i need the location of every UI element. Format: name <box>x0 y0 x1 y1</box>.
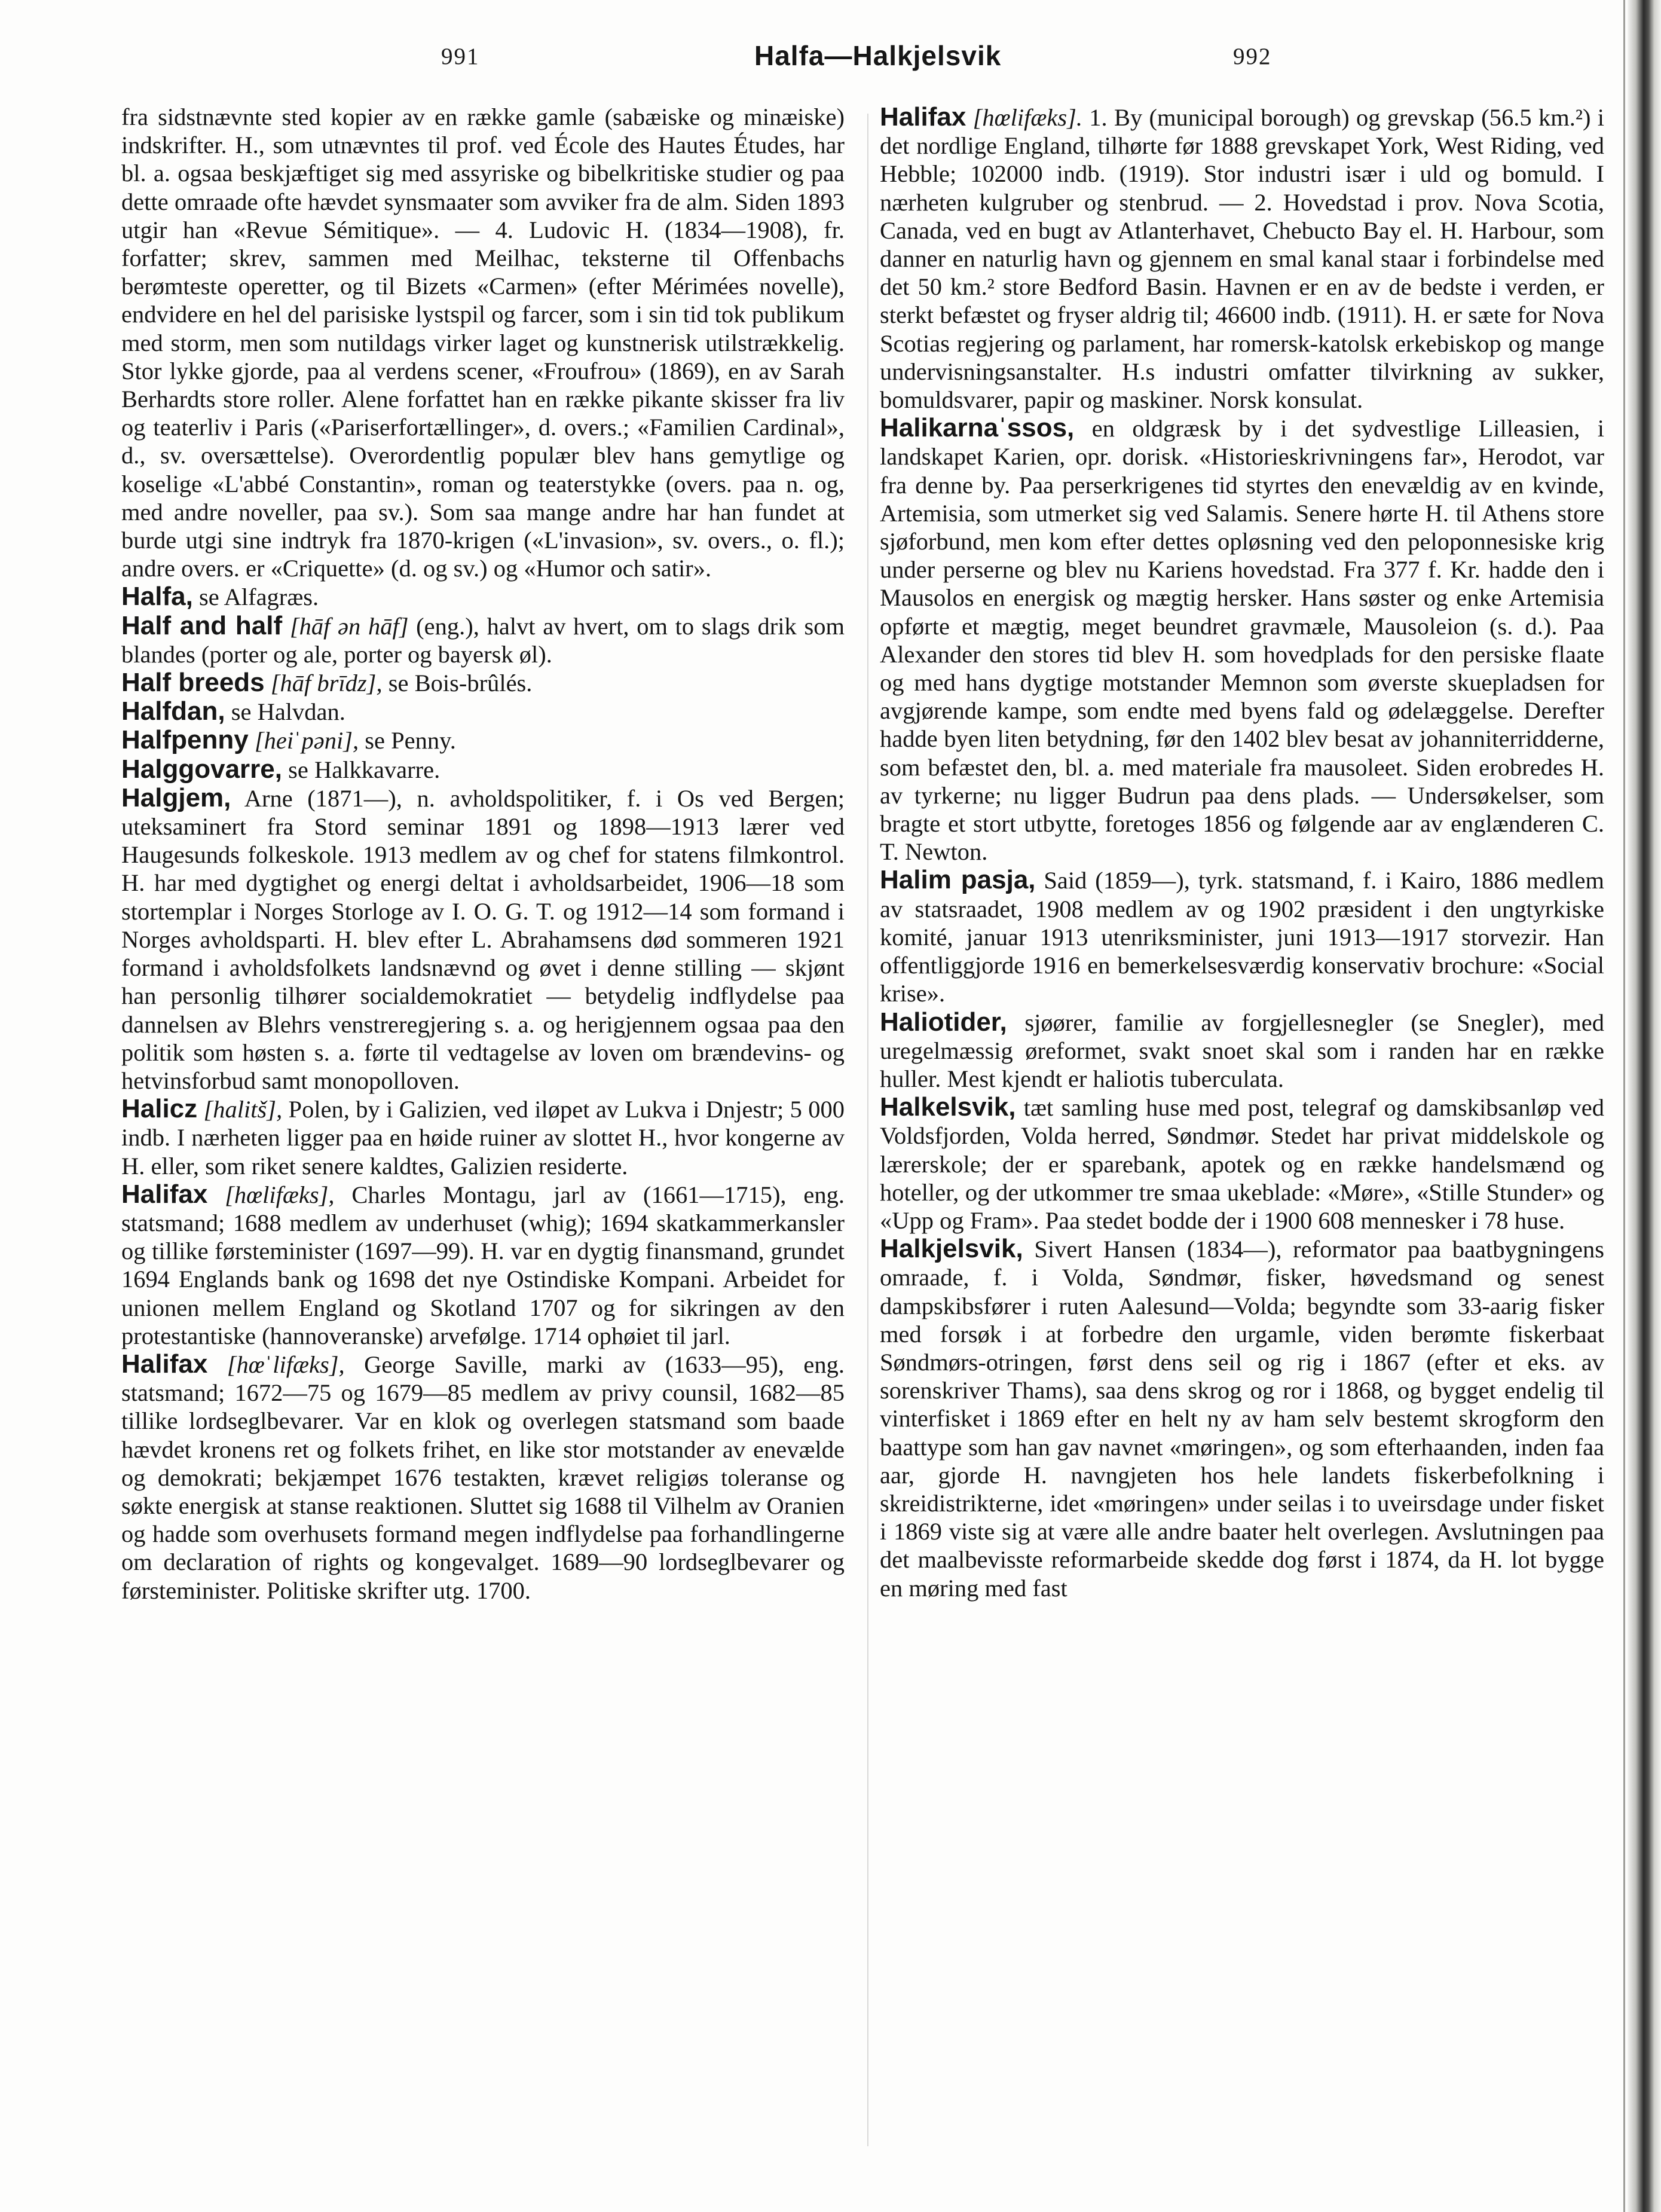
headword: Halfpenny <box>121 725 249 755</box>
pronunciation: [hāf ən hāf] <box>282 612 409 640</box>
entry-halicz <box>121 1095 845 1180</box>
entry-text: se Halkkavarre. <box>282 756 441 783</box>
headword: Halim pasja, <box>880 865 1036 895</box>
entry-text: Arne (1871—), n. avholdspolitiker, f. i Os ved Bergen; uteksaminert fra Stord seminar 1891 og 1898—1913 lærer ved Haugesunds folkeskole. 1913 medlem av og chef for statens filmkontrol. H. har med dygtighet og energi deltat i avholdsarbeidet, 1906—18 som stortemplar i Norges Storloge av I. O. G. T. og 1912—14 som formand i Norges avholdsparti. H. blev efter L. Abrahamsens død sommeren 1921 formand i avholdsfolkets landsnævnd og øvet i denne stilling — skjønt han personlig tilhører socialdemokratiet — betydelig indflydelse paa dannelsen av Blehrs venstreregjering s. a. og herigjennem ogsaa paa den politik som høsten s. a. førte til vedtagelse av loven om brændevins- og hetvinsforbud samt monopolloven. <box>121 784 845 1094</box>
entry-text: Said (1859—), tyrk. statsmand, f. i Kairo, 1886 medlem av statsraadet, 1908 medlem av og 1902 præsident i den ungtyrkiske komité, januar 1913 utenriksminister, juni 1913—1917 storvezir. Han offentliggjorde 1916 en bemerkelsesværdig konservativ brochure: «Social krise». <box>880 867 1605 1007</box>
headword: Halgjem, <box>121 783 231 812</box>
headword: Halikarnaˈssos, <box>880 413 1075 443</box>
pronunciation: [hāf brīdz], <box>264 670 383 697</box>
left-column <box>121 103 845 1605</box>
entry-halggovarre <box>121 755 845 784</box>
entry-half-and-half <box>121 612 845 668</box>
entry-text: se Bois-brûlés. <box>382 670 533 697</box>
pronunciation: [hœlifæks], <box>207 1181 335 1208</box>
entry-halim-pasja <box>880 866 1604 1007</box>
entry-halfdan <box>121 697 845 726</box>
entry-text: en oldgræsk by i det sydvestlige Lilleasien, i landskapet Karien, opr. dorisk. «Historieskrivningens far», Herodot, var fra denne by. Paa perserkrigenes tid styrtes den enevældig av en kvinde, Artemisia, som utmerket sig ved Salamis. Senere hørte H. til Athens store sjøforbund, men kom efter dettes opløsning ved den peloponnesiske krig under perserne og blev nu Kariens hovedstad. Fra 377 f. Kr. hadde den i Mausolos en energisk og mægtig hersker. Hans søster og enke Artemisia opførte et mægtig, meget beundret gravmæle, Mausoleion (s. d.). Paa Alexander den stores tid blev H. som hovedplads for den persiske flaate og med hans dygtige motstander Memnon som øverste skuepladsen for avgjørende kampe, som endte med byens fald og ødelæggelse. Derefter hadde byen liten betydning, før den 1402 blev besat av johanniterridderne, som befæstet den, bl. a. med materiale fra mausoleet. Siden erobredes H. av tyrkerne; nu ligger Budrun paa dens plads. — Undersøkelser, som bragte et stort utbytte, foretoges 1856 og følgende aar av englænderen C. T. Newton. <box>880 415 1604 866</box>
headword: Halfdan, <box>121 696 225 726</box>
entry-half-breeds <box>121 668 845 697</box>
entry-text: (eng.), halvt av hvert, om to slags drik som blandes (porter og ale, porter og bayersk øl). <box>121 612 845 668</box>
headword: Halfa, <box>121 582 193 612</box>
entry-halifax-town <box>880 103 1604 414</box>
entry-text: 1. By (municipal borough) og grevskap (56.5 km.²) i det nordlige England, tilhørte før 1888 grevskapet York, West Riding, ved Hebble; 102000 indb. (1919). Stor industri især i uld og bomuld. I nærheten kulgruber og stenbrud. — 2. Hovedstad i prov. Nova Scotia, Canada, ved en bugt av Atlanterhavet, Chebucto Bay el. H. Harbour, som danner en naturlig havn og gjennem en smal kanal staar i forbindelse med det 50 km.² store Bedford Basin. Havnen er en av de bedste i verden, er sterkt befæstet og fryser aldrig til; 46600 indb. (1911). H. er sæte for Nova Scotias regjering og parlament, har romersk-katolsk erkebiskop og mange undervisningsanstalter. H.s industri omfatter tilvirkning av sukker, bomuldsvarer, papir og maskiner. Norsk konsulat. <box>880 104 1604 414</box>
headword: Halicz <box>121 1094 198 1124</box>
entry-text: Polen, by i Galizien, ved iløpet av Lukva i Dnjestr; 5 000 indb. I nærheten ligger paa en høide ruiner av slottet H., hvor kongerne av H. eller, som riket senere kaldtes, Galizien residerte. <box>121 1096 845 1180</box>
entry-text: sjøører, familie av forgjellesnegler (se Snegler), med uregelmæssig øreformet, svakt snoet skal som i randen har en række huller. Mest kjendt er haliotis tuberculata. <box>880 1009 1604 1092</box>
entry-text: se Penny. <box>359 727 456 754</box>
continued-entry: fra sidstnævnte sted kopier av en række gamle (sabæiske og minæiske) indskrifter. H., som utnævntes til prof. ved École des Hautes Études, har bl. a. ogsaa beskjæftiget sig med assyriske og bibelkritiske studier og paa dette omraade ofte hævdet synsmaater som avviker fra de alm. Siden 1893 utgir han «Revue Sémitique». — 4. Ludovic H. (1834—1908), fr. forfatter; skrev, sammen med Meilhac, teksterne til Offenbachs berømteste operetter, og til Bizets «Carmen» (efter Mérimées novelle), endvidere en hel del parisiske lystspil og farcer, som i sin tid tok publikum med storm, men som nutildags virker laget og kunstnerisk utilstrækkelig. Stor lykke gjorde, paa al verdens scener, «Froufrou» (1869), en av Sarah Berhardts store roller. Alene forfattet han en række pikante skisser fra liv og teaterliv i Paris («Pariserfortællinger», d. overs.; «Familien Cardinal», d., sv. oversættelse). Overordentlig populær blev hans gemytlige og koselige «L'abbé Constantin», roman og teaterstykke (overs. paa n. og, med andre noveller, paa sv.). Som saa mange andre har han fundet at burde utgi sine indtryk fra 1870-krigen («L'invasion», sv. overs., o. fl.); andre overs. er «Criquette» (d. og sv.) og «Humor och satir». <box>121 103 845 582</box>
page-edge-line <box>1623 0 1625 2212</box>
entry-halkelsvik <box>880 1093 1604 1235</box>
headword: Halkelsvik, <box>880 1092 1016 1122</box>
entry-text: Charles Montagu, jarl av (1661—1715), eng. statsmand; 1688 medlem av underhuset (whig); 1694 skatkammerkansler og tillike førsteminister (1697—99). H. var en dygtig finansmand, grundet 1694 Englands bank og 1698 det nye Ostindiske Kompani. Arbeidet for unionen mellem England og Skotland 1707 og for sikringen av den protestantiske (hannoveranske) arvefølge. 1714 ophøiet til jarl. <box>121 1181 845 1349</box>
page-number-left: 991 <box>441 44 480 69</box>
right-column <box>880 103 1604 1602</box>
headword: Halifax <box>880 102 966 132</box>
book-binding-edge <box>1628 0 1661 2212</box>
headword: Half breeds <box>121 668 265 698</box>
page-number-right: 992 <box>1233 44 1272 69</box>
headword: Half and half <box>121 610 283 640</box>
headword: Halggovarre, <box>121 754 282 784</box>
column-divider <box>867 114 868 2146</box>
entry-text: tæt samling huse med post, telegraf og damskibsanløp ved Voldsfjorden, Volda herred, Søndmør. Stedet har privat middelskole og lærerskole; der er sparebank, apotek og en række handelsmænd og hoteller, og der utkommer tre smaa ukeblade: «Møre», «Stille Stunder» og «Upp og Fram». Paa stedet bodde der i 1900 608 mennesker i 78 huse. <box>880 1094 1604 1234</box>
pronunciation: [hœlifæks]. <box>966 104 1083 131</box>
entry-text: se Alfagræs. <box>192 583 319 611</box>
entry-text: se Halvdan. <box>225 698 345 726</box>
pronunciation: [heiˈpəni], <box>248 727 359 754</box>
headword: Halkjelsvik, <box>880 1234 1023 1264</box>
entry-halfa <box>121 582 845 611</box>
entry-halifax-george <box>121 1350 845 1605</box>
running-head: Halfa—Halkjelsvik <box>754 40 1002 71</box>
entry-halfpenny <box>121 726 845 754</box>
headword: Halifax <box>121 1349 208 1379</box>
entry-halgjem <box>121 784 845 1095</box>
headword: Haliotider, <box>880 1007 1007 1037</box>
entry-haliotider <box>880 1008 1604 1093</box>
pronunciation: [hœˈlifæks], <box>207 1351 345 1378</box>
pronunciation: [halitš], <box>197 1096 283 1123</box>
page-header <box>0 40 1626 79</box>
headword: Halifax <box>121 1179 208 1209</box>
entry-halifax-charles <box>121 1180 845 1350</box>
entry-text: George Saville, marki av (1633—95), eng. statsmand; 1672—75 og 1679—85 medlem av privy counsil, 1682—85 tillike lordseglbevarer. Var en klok og overlegen statsmand som baade hævdet kronens ret og folkets frihet, en like stor motstander av enevælde og demokrati; bekjæmpet 1676 testakten, krævet religiøs toleranse og søkte energisk at stanse reaktionen. Sluttet sig 1688 til Vilhelm av Oranien og hadde som overhusets formand megen indflydelse paa forhandlingerne om declaration of rights og kongevalget. 1689—90 lordseglbevarer og førsteminister. Politiske skrifter utg. 1700. <box>121 1351 845 1604</box>
entry-halkjelsvik <box>880 1235 1604 1602</box>
entry-halikarnassos <box>880 414 1604 866</box>
entry-text: Sivert Hansen (1834—), reformator paa baatbygningens omraade, f. i Volda, Søndmør, fisker, høvedsmand og senest dampskibsfører i ruten Aalesund—Volda; begyndte som 33-aarig fisker med forsøk i at forbedre den urgamle, viden berømte fiskerbaat Søndmørs-otringen, først dens seil og rig i 1867 (efter et eks. av sorenskriver Thams), saa dens skrog og ror i 1868, og bygget endelig til vinterfisket i 1869 efter en helt ny av ham selv bestemt skrogform den baattype som han gav navnet «møringen», og som efterhaanden, inden faa aar, gjorde H. navngjeten hos hele landets fiskerbefolkning i skreidistrikterne, idet «møringen» under seilas i to uveirsdage under fisket i 1869 viste sig at være alle andre baater helt overlegen. Avslutningen paa det maalbevisste reformarbeide skedde dog først i 1874, da H. lot bygge en møring med fast <box>880 1236 1604 1602</box>
